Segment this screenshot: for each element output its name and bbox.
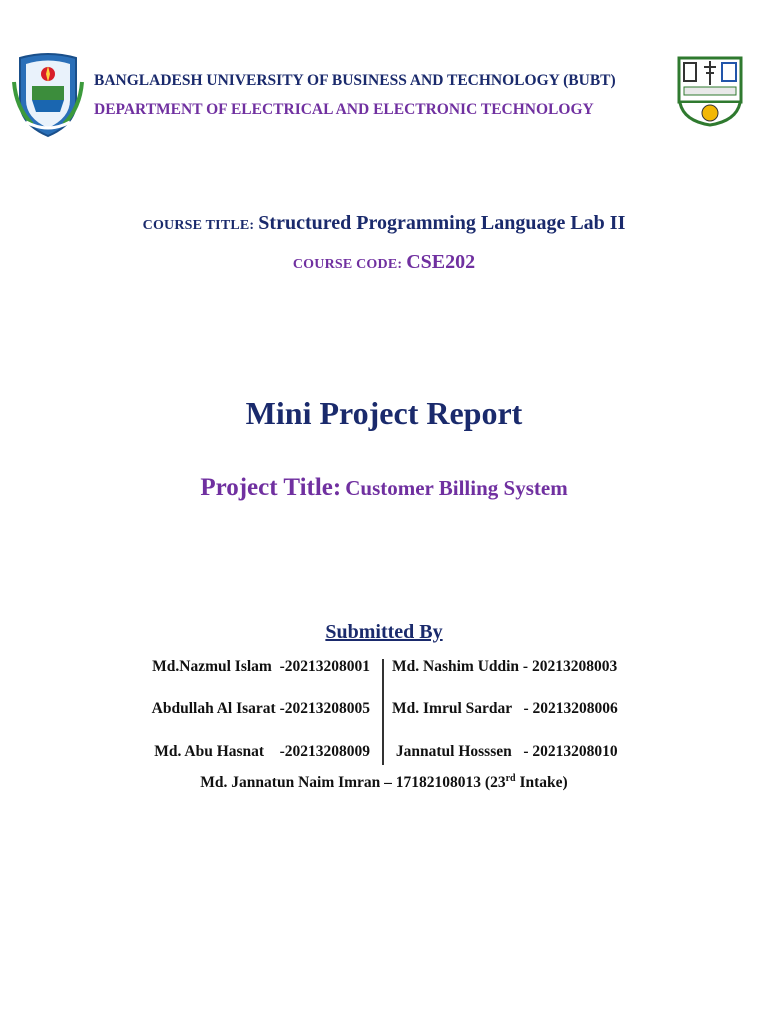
course-title-label: COURSE TITLE: (142, 218, 255, 233)
member-last-text: Md. Jannatun Naim Imran – 17182108013 (23 (200, 774, 506, 791)
member-right-2: Md. Imrul Sardar - 20213208006 (392, 700, 618, 717)
member-left-1: Md.Nazmul Islam -20213208001 (152, 658, 370, 675)
project-title-value: Customer Billing System (345, 476, 568, 500)
member-left-3: Md. Abu Hasnat -20213208009 (154, 743, 370, 760)
course-title-line (0, 212, 768, 235)
course-code-label: COURSE CODE: (292, 257, 403, 272)
member-last-suffix: rd (505, 772, 516, 784)
course-code-line (0, 251, 768, 274)
report-title: Mini Project Report (245, 395, 523, 431)
project-title-label: Project Title: (200, 474, 342, 501)
course-title-value: Structured Programming Language Lab II (258, 212, 626, 234)
member-last (0, 774, 768, 792)
department-logo-icon (676, 55, 744, 127)
member-right-1: Md. Nashim Uddin - 20213208003 (392, 658, 618, 675)
university-name: BANGLADESH UNIVERSITY OF BUSINESS AND TECHNOLOGY (BUBT) (94, 72, 616, 89)
member-right-3: Jannatul Hosssen - 20213208010 (392, 743, 618, 760)
member-last-intake: Intake) (515, 774, 568, 791)
university-seal-icon (12, 52, 84, 138)
submitted-by-heading: Submitted By (325, 621, 443, 643)
column-divider (382, 659, 384, 765)
department-name: DEPARTMENT OF ELECTRICAL AND ELECTRONIC TECHNOLOGY (94, 101, 594, 118)
member-left-2: Abdullah Al Isarat -20213208005 (151, 700, 370, 717)
project-title-line (0, 474, 768, 502)
course-code-value: CSE202 (406, 251, 476, 273)
